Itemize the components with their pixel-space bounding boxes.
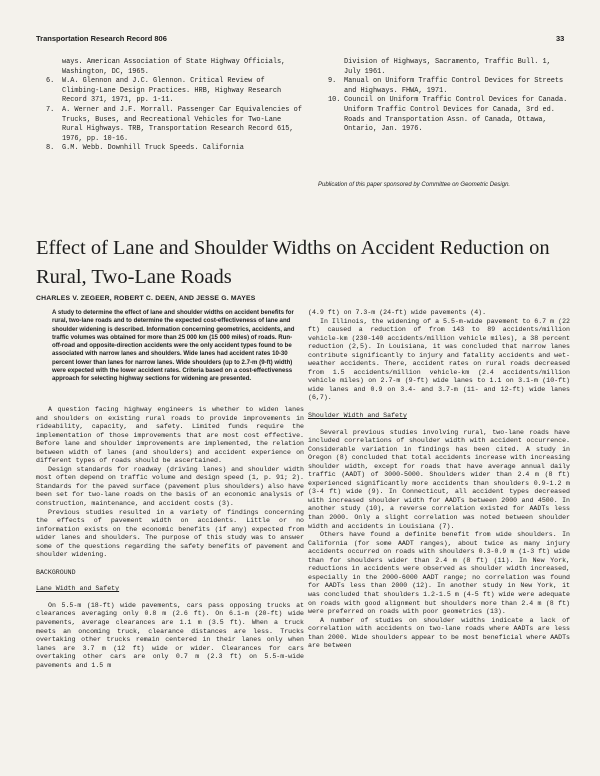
publication-note: Publication of this paper sponsored by Committee on Geometric Design. bbox=[318, 182, 511, 188]
reference-entry bbox=[36, 144, 304, 154]
body-paragraph: Others have found a definite benefit from wide shoulders. In California (for some AADT ranges), about twice as many injury accidents occurred on roads with shoulders 0.3-0.9 m (1-3 ft) wide than for shoulders wider than 2.4 m (8 ft) (11). In New York, reductions in accidents were observed as shoulder width increased, especially in the 2000-6000 AADT range; no correlation was found for AADTs less than 2000 (12). In another study in New York, it was concluded that shoulders 1.2-1.5 m (4-5 ft) wide were adequate on roads with good alignment but shoulders more than 2.4 m (8 ft) were preferred on roads with poor geometrics (13). bbox=[308, 531, 570, 616]
body-left-column bbox=[36, 406, 304, 670]
reference-entry bbox=[36, 58, 304, 77]
lane-width-continued bbox=[308, 309, 570, 403]
body-paragraph: (4.9 ft) on 7.3-m (24-ft) wide pavements (4). bbox=[308, 309, 487, 316]
body-paragraph: Design standards for roadway (driving lanes) and shoulder width most often depend on traffic volume and design speed (1, p. 91; 2). Standards for the paved surface (pavement plus shoulders) also have been set for two-lane roads on the basis of an economic analysis of construction, maintenance, and accident costs (3). bbox=[36, 465, 304, 508]
article-authors: CHARLES V. ZEGEER, ROBERT C. DEEN, AND JESSE G. MAYES bbox=[36, 295, 256, 302]
article-abstract: A study to determine the effect of lane and shoulder widths on accident benefits for rural, two-lane roads and to determine the expected cost-effectiveness of lane and shoulder widening is described. Information concerning geometrics, accidents, and traffic volumes was obtained for more than 25 000 km (15 000 miles) of roads. Run-off-road and opposite-direction accidents were the only accident types found to be associated with narrow lanes and shoulders. Wide lanes had accident rates 10-30 percent lower than lanes for narrow lanes. Wide shoulders (up to 2.7-m (9-ft) width) were expected with the lower accident rates. Criteria based on a cost-effectiveness approach for selecting highway sections for widening are presented. bbox=[52, 309, 295, 383]
reference-text: A. Werner and J.F. Morrall. Passenger Car Equivalencies of Trucks, Buses, and Recreational Vehicles for Two-Lane Rural Highways. TRB, Transportation Research Record 615, 1976, pp. 10-16. bbox=[62, 105, 302, 143]
shoulder-width-heading: Shoulder Width and Safety bbox=[308, 412, 407, 420]
reference-number: 7. bbox=[46, 105, 55, 114]
references-left-column bbox=[36, 58, 304, 154]
reference-text: ways. American Association of State Highway Officials, Washington, DC, 1965. bbox=[62, 58, 286, 76]
body-paragraph: Previous studies resulted in a variety of findings concerning the effects of pavement width on accidents. Little or no information exists on the economic benefits (if any) expected from wider lanes and shoulders. The purpose of this study was to answer some of the questions regarding the safety benefits of pavement and shoulder widening. bbox=[36, 508, 304, 559]
introduction-section bbox=[36, 406, 304, 560]
reference-text: Division of Highways, Sacramento, Traffic Bull. 1, July 1961. bbox=[344, 58, 551, 76]
reference-text: Council on Uniform Traffic Control Devices for Canada. Uniform Traffic Control Devices for Canada, 3rd ed. Roads and Transportation Assn. of Canada, Ottawa, Ontario, Jan. 1976. bbox=[344, 96, 568, 134]
reference-entry bbox=[318, 96, 568, 134]
references-right-column bbox=[318, 58, 568, 135]
reference-entry bbox=[36, 106, 304, 144]
running-head: Transportation Research Record 806 bbox=[36, 34, 167, 43]
reference-text: G.M. Webb. Downhill Truck Speeds. California bbox=[62, 144, 244, 153]
reference-entry bbox=[318, 77, 568, 96]
reference-entry bbox=[36, 77, 304, 106]
lane-width-heading: Lane Width and Safety bbox=[36, 585, 120, 593]
body-paragraph: On 5.5-m (18-ft) wide pavements, cars pass opposing trucks at clearances averaging only 0.8 m (2.6 ft). On 6.1-m (20-ft) wide pavements, average clearances are 1.1 m (3.5 ft). When a truck meets an oncoming truck, clearance distances are less. Trucks overtaking other trucks remain centered in their lanes only when lanes are 3.7 m (12 ft) wide or wider. Clearances for cars overtaking other cars are only 0.7 m (2.3 ft) on 5.5-m-wide pavements and 1.5 m bbox=[36, 601, 304, 669]
page-number: 33 bbox=[556, 34, 565, 43]
body-paragraph: A question facing highway engineers is whether to widen lanes and shoulders on existing rural roads to provide improvements in rideability, capacity, and safety. Limited funds require the implementation of those improvements that are most cost effective. Before lane and shoulder improvements are implemented, the relation between width of lanes (and shoulders) and accident experience on different types of roads should be ascertained. bbox=[36, 406, 304, 465]
reference-number: 9. bbox=[328, 77, 337, 86]
reference-text: W.A. Glennon and J.C. Glennon. Critical Review of Climbing-Lane Design Practices. HRB, Highway Research Record 371, 1971, pp. 1-11. bbox=[62, 77, 282, 105]
reference-number: 10. bbox=[328, 96, 341, 105]
reference-entry bbox=[318, 58, 568, 77]
shoulder-width-section bbox=[308, 429, 570, 651]
reference-text: Manual on Uniform Traffic Control Devices for Streets and Highways. FHWA, 1971. bbox=[344, 77, 564, 95]
reference-number: 8. bbox=[46, 144, 55, 153]
reference-number: 6. bbox=[46, 77, 55, 86]
background-heading: BACKGROUND bbox=[36, 568, 76, 576]
body-paragraph: Several previous studies involving rural, two-lane roads have included correlations of shoulder width with accident occurrence. Considerable variation in findings has been cited. A study in Oregon (8) concluded that total accidents increase with increasing shoulder width, except for roads that have average annual daily traffic (AADT) of 3000-5000. Shoulders wider than 2.4 m (8 ft) experienced significantly more accidents than shoulders 0.9-1.2 m (3-4 ft) wide (9). In Connecticut, all accident types decreased with increased shoulder width for AADTs between 2000 and 4500. In another study (10), a reverse correlation existed for AADTs less than 2000. Only a slight correlation was noted between shoulder width and accidents in Louisiana (7). bbox=[308, 428, 570, 530]
body-right-column bbox=[308, 309, 570, 651]
body-paragraph: A number of studies on shoulder widths indicate a lack of correlation with accidents on two-lane roads where AADTs are less than 2000. Wide shoulders appear to be most beneficial where AADTs are between bbox=[308, 616, 570, 650]
article-title: Effect of Lane and Shoulder Widths on Accident Reduction on Rural, Two-Lane Roads bbox=[36, 237, 550, 288]
lane-width-section bbox=[36, 602, 304, 670]
body-paragraph: In Illinois, the widening of a 5.5-m-wide pavement to 6.7 m (22 ft) caused a reduction of from 143 to 89 accidents/million vehicle-km (230-140 accidents/million vehicle miles), a 38 percent reduction (2,5). In Louisiana, it was concluded that narrow lanes contribute significantly to injury and fatality accidents and wet-weather accidents. There, accident rates on rural roads decreased from 1.5 accidents/million vehicle-km (2.4 accidents/million vehicle miles) on 2.7-m (9-ft) wide lanes to 1.1 on 3.1-m (10-ft) wide lanes and 0.9 on 3.4- and 3.7-m (11- and 12-ft) wide lanes (6,7). bbox=[308, 317, 570, 402]
